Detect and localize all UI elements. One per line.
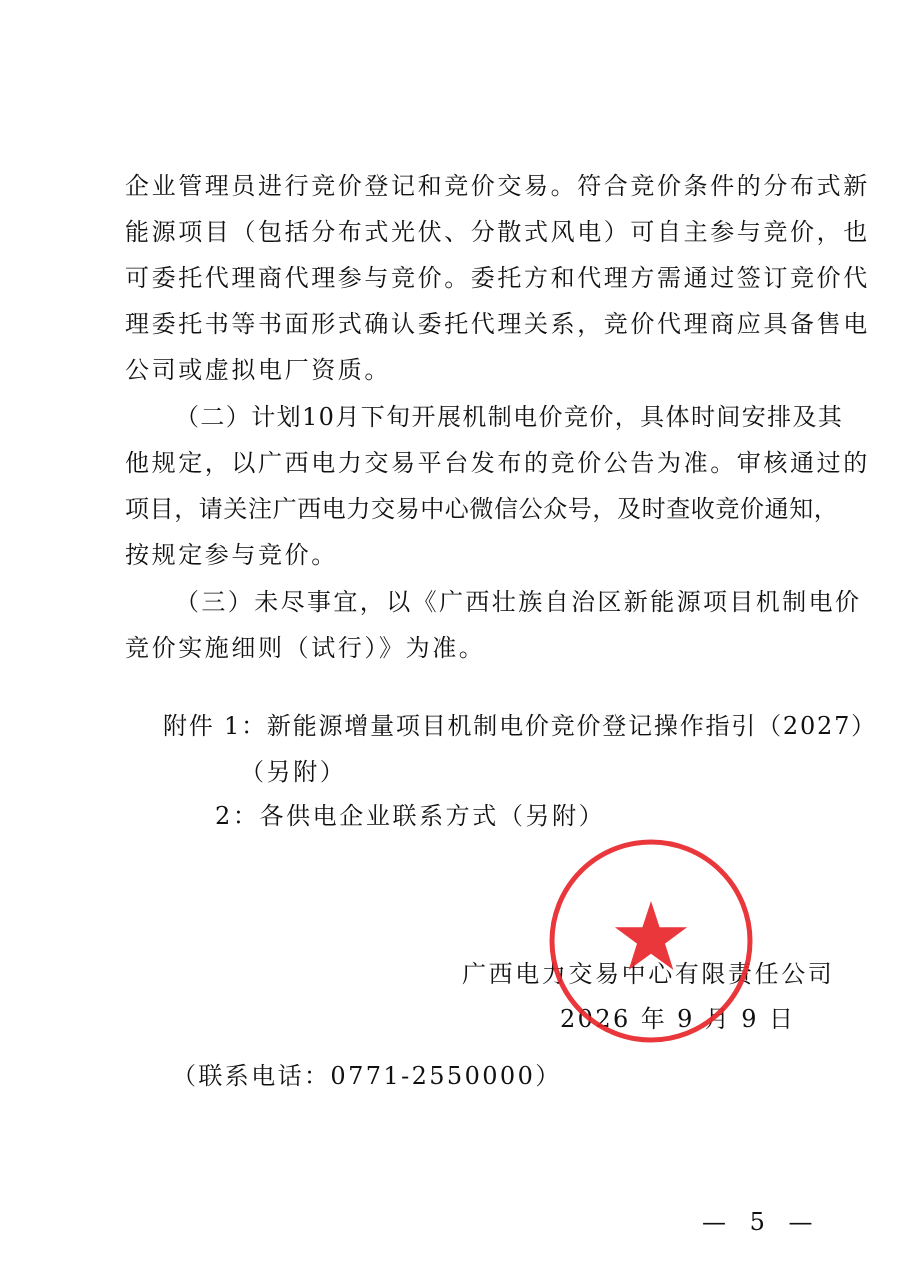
- paragraph-3-line-2: 竞价实施细则（试行）》为准。: [125, 634, 486, 662]
- paragraph-1-line-1: 企业管理员进行竞价登记和竞价交易。符合竞价条件的分布式新: [125, 172, 870, 200]
- contact-phone: （联系电话：0771-2550000）: [172, 1062, 562, 1090]
- seal-star-icon: [615, 901, 687, 970]
- signature-date: 2026 年 9 月 9 日: [560, 1005, 796, 1033]
- paragraph-2-line-2: 他规定，以广西电力交易平台发布的竞价公告为准。审核通过的: [125, 449, 870, 477]
- paragraph-1-line-3: 可委托代理商代理参与竞价。委托方和代理方需通过签订竞价代: [125, 264, 870, 292]
- page-number: — 5 —: [702, 1208, 821, 1236]
- paragraph-3-line-1: （三）未尽事宜，以《广西壮族自治区新能源项目机制电价: [175, 588, 862, 616]
- official-seal: [548, 838, 754, 1044]
- paragraph-2-line-4: 按规定参与竞价。: [125, 541, 338, 569]
- paragraph-1-line-5: 公司或虚拟电厂资质。: [125, 356, 391, 384]
- paragraph-1-line-2: 能源项目（包括分布式光伏、分散式风电）可自主参与竞价，也: [125, 218, 870, 246]
- paragraph-2-line-3: 项目，请关注广西电力交易中心微信公众号，及时查收竞价通知，: [125, 495, 839, 523]
- paragraph-1-line-4: 理委托书等书面形式确认委托代理关系，竞价代理商应具备售电: [125, 310, 870, 338]
- attachment-1-line: 附件 1：新能源增量项目机制电价竞价登记操作指引（2027）: [163, 712, 877, 740]
- attachment-1-note: （另附）: [240, 758, 347, 786]
- signature-organization: 广西电力交易中心有限责任公司: [462, 960, 835, 988]
- attachment-2-line: 2：各供电企业联系方式（另附）: [215, 802, 606, 830]
- paragraph-2-line-1: （二）计划10月下旬开展机制电价竞价，具体时间安排及其: [175, 403, 844, 431]
